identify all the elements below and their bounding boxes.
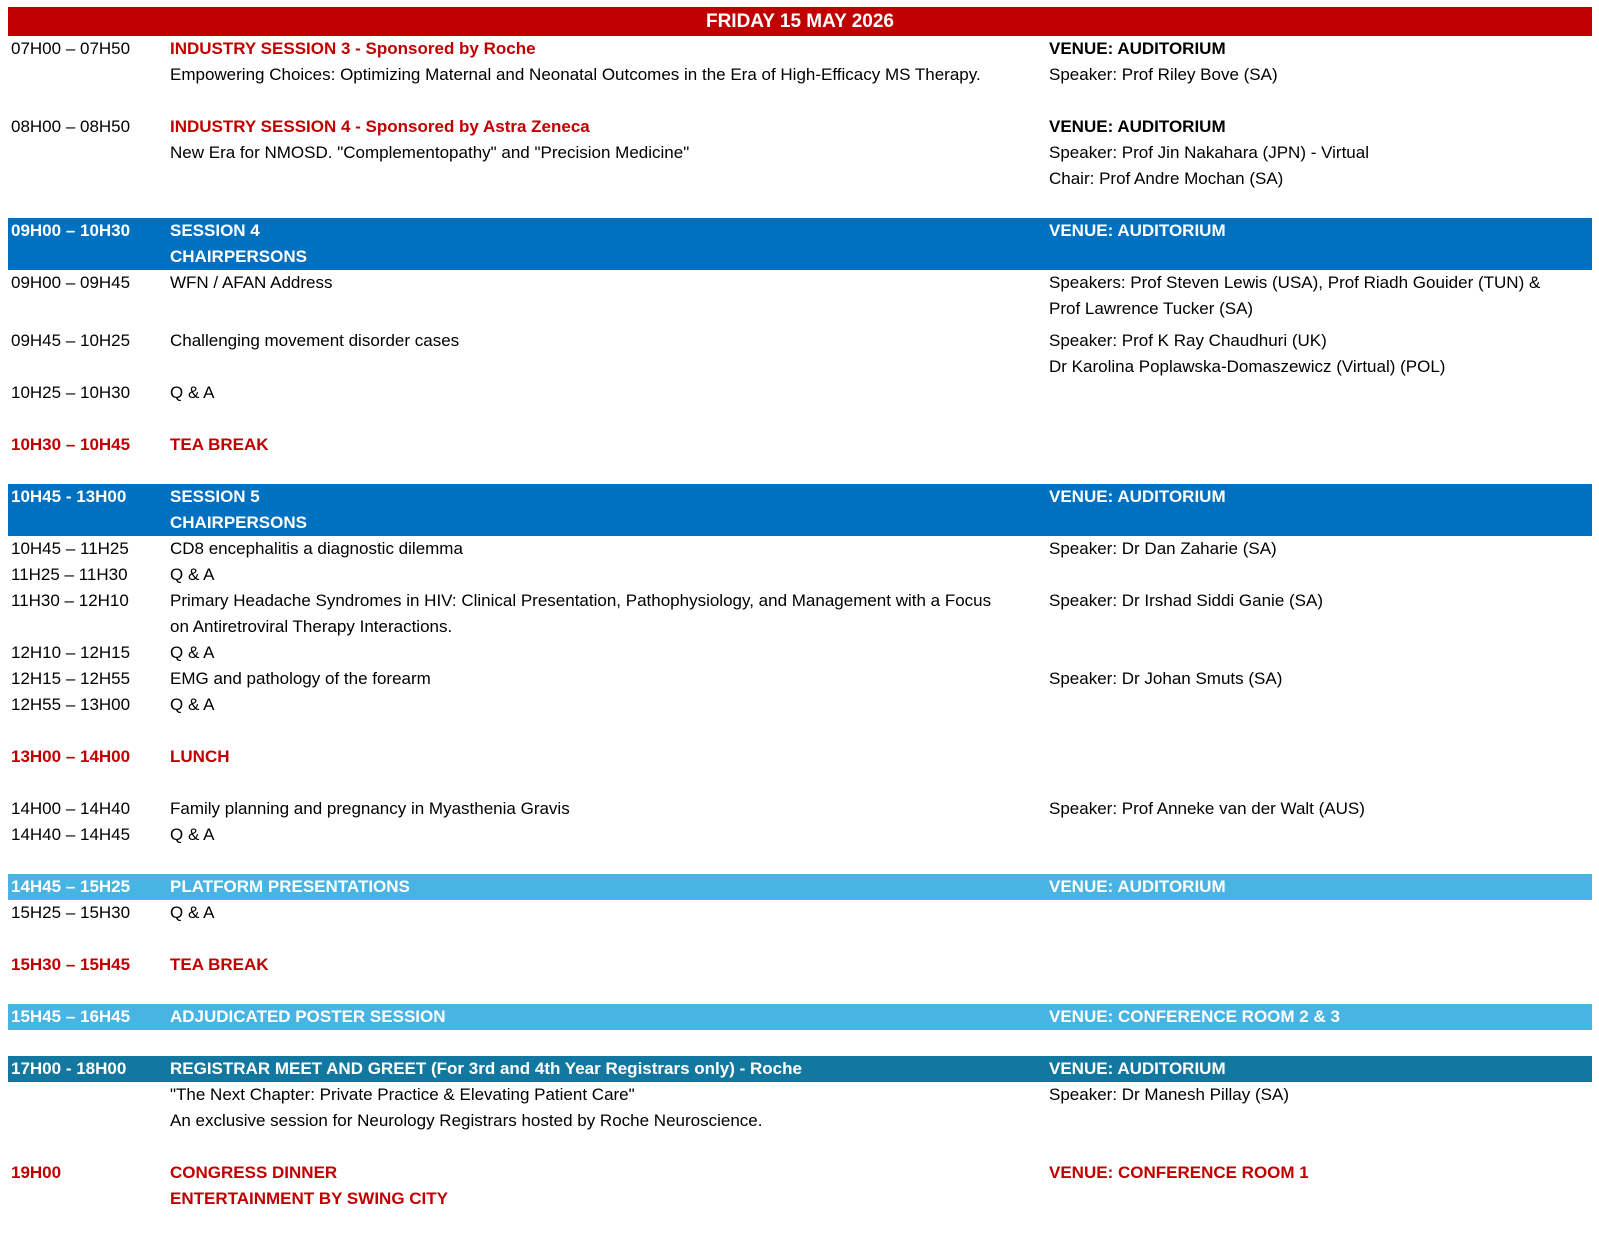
time-slot: 09H45 – 10H25 [11,331,131,350]
session-5-chairpersons [0,510,1599,536]
session-title: REGISTRAR MEET AND GREET (For 3rd and 4th Year Registrars only) - Roche [170,1059,802,1078]
event-subtitle: ENTERTAINMENT BY SWING CITY [170,1189,448,1208]
topic: An exclusive session for Neurology Registrars hosted by Roche Neuroscience. [170,1111,763,1130]
time-slot: 09H00 – 09H45 [11,273,131,292]
topic: EMG and pathology of the forearm [170,669,431,688]
topic: Challenging movement disorder cases [170,331,460,350]
speaker: Speaker: Dr Irshad Siddi Ganie (SA) [1049,591,1324,610]
session-4-header [0,218,1599,244]
session-5-header [0,484,1599,510]
time-slot: 13H00 – 14H00 [11,747,131,766]
session-4-chairpersons [0,244,1599,270]
speaker: Speaker: Dr Johan Smuts (SA) [1049,669,1283,688]
speaker: Speaker: Prof Riley Bove (SA) [1049,65,1278,84]
session-5-item-cont [0,614,1599,640]
time-slot: 17H00 - 18H00 [11,1059,127,1078]
day-title: FRIDAY 15 MAY 2026 [8,7,1592,36]
dinner-entertainment [0,1186,1599,1212]
time-slot: 14H00 – 14H40 [11,799,131,818]
time-slot: 15H30 – 15H45 [11,955,131,974]
tea-break [0,952,1599,978]
topic: "The Next Chapter: Private Practice & Elevating Patient Care" [170,1085,635,1104]
industry-session-4-topic [0,140,1599,166]
time-slot: 08H00 – 08H50 [11,117,131,136]
time-slot: 14H40 – 14H45 [11,825,131,844]
registrar-topic [0,1082,1599,1108]
session-title: SESSION 5 [170,487,260,506]
topic: Q & A [170,565,215,584]
speaker: Speaker: Prof K Ray Chaudhuri (UK) [1049,331,1327,350]
time-slot: 12H10 – 12H15 [11,643,131,662]
break-label: LUNCH [170,747,230,766]
session-4-item-cont [0,354,1599,380]
topic: WFN / AFAN Address [170,273,333,292]
time-slot: 19H00 [11,1163,62,1182]
speaker: Speaker: Prof Anneke van der Walt (AUS) [1049,799,1365,818]
tea-break [0,432,1599,458]
platform-item [0,900,1599,926]
session-4-item [0,380,1599,406]
speaker: Prof Lawrence Tucker (SA) [1049,299,1254,318]
time-slot: 11H30 – 12H10 [11,591,129,610]
speaker: Speaker: Dr Manesh Pillay (SA) [1049,1085,1289,1104]
afternoon-item [0,796,1599,822]
time-slot: 10H25 – 10H30 [11,383,131,402]
venue: VENUE: CONFERENCE ROOM 1 [1049,1163,1309,1182]
time-slot: 07H00 – 07H50 [11,39,131,58]
time-slot: 14H45 – 15H25 [11,877,131,896]
congress-dinner [0,1160,1599,1186]
session-title: PLATFORM PRESENTATIONS [170,877,410,896]
platform-header [0,874,1599,900]
session-title: SESSION 4 [170,221,260,240]
topic: CD8 encephalitis a diagnostic dilemma [170,539,463,558]
topic: on Antiretroviral Therapy Interactions. [170,617,453,636]
session-5-item [0,536,1599,562]
time-slot: 10H45 - 13H00 [11,487,127,506]
event-title: CONGRESS DINNER [170,1163,338,1182]
afternoon-item [0,822,1599,848]
lunch-break [0,744,1599,770]
industry-session-3-header [0,36,1599,62]
time-slot: 11H25 – 11H30 [11,565,128,584]
topic: Primary Headache Syndromes in HIV: Clinical Presentation, Pathophysiology, and Management with a Focus [170,591,992,610]
topic: New Era for NMOSD. "Complementopathy" and "Precision Medicine" [170,143,690,162]
time-slot: 09H00 – 10H30 [11,221,131,240]
topic: Q & A [170,695,215,714]
session-4-item-cont [0,296,1599,322]
venue: VENUE: AUDITORIUM [1049,221,1226,240]
registrar-topic-cont [0,1108,1599,1134]
industry-session-3-topic [0,62,1599,88]
session-4-item [0,270,1599,296]
speaker: Speaker: Dr Dan Zaharie (SA) [1049,539,1277,558]
session-5-item [0,562,1599,588]
topic: Q & A [170,643,215,662]
topic: Family planning and pregnancy in Myasthenia Gravis [170,799,570,818]
break-label: TEA BREAK [170,955,269,974]
speaker: Speaker: Prof Jin Nakahara (JPN) - Virtual [1049,143,1369,162]
industry-session-4-chair [0,166,1599,192]
time-slot: 12H55 – 13H00 [11,695,131,714]
session-5-item [0,588,1599,614]
poster-header [0,1004,1599,1030]
venue: VENUE: AUDITORIUM [1049,1059,1226,1078]
venue: VENUE: AUDITORIUM [1049,487,1226,506]
time-slot: 12H15 – 12H55 [11,669,131,688]
registrar-header [0,1056,1599,1082]
topic: Q & A [170,903,215,922]
session-5-item [0,640,1599,666]
session-5-item [0,692,1599,718]
chairpersons-label: CHAIRPERSONS [170,247,307,266]
session-4-item [0,328,1599,354]
chairpersons-label: CHAIRPERSONS [170,513,307,532]
topic: Q & A [170,825,215,844]
chair: Chair: Prof Andre Mochan (SA) [1049,169,1284,188]
time-slot: 10H45 – 11H25 [11,539,129,558]
break-label: TEA BREAK [170,435,269,454]
session-title: INDUSTRY SESSION 3 - Sponsored by Roche [170,39,536,58]
time-slot: 10H30 – 10H45 [11,435,131,454]
speaker: Dr Karolina Poplawska-Domaszewicz (Virtual) (POL) [1049,357,1446,376]
industry-session-4-header [0,114,1599,140]
venue: VENUE: AUDITORIUM [1049,117,1226,136]
session-title: ADJUDICATED POSTER SESSION [170,1007,446,1026]
time-slot: 15H45 – 16H45 [11,1007,131,1026]
time-slot: 15H25 – 15H30 [11,903,131,922]
venue: VENUE: AUDITORIUM [1049,877,1226,896]
speaker: Speakers: Prof Steven Lewis (USA), Prof Riadh Gouider (TUN) & [1049,273,1541,292]
session-title: INDUSTRY SESSION 4 - Sponsored by Astra Zeneca [170,117,590,136]
session-5-item [0,666,1599,692]
venue: VENUE: CONFERENCE ROOM 2 & 3 [1049,1007,1340,1026]
venue: VENUE: AUDITORIUM [1049,39,1226,58]
topic: Q & A [170,383,215,402]
topic: Empowering Choices: Optimizing Maternal and Neonatal Outcomes in the Era of High-Efficacy MS Therapy. [170,65,981,84]
